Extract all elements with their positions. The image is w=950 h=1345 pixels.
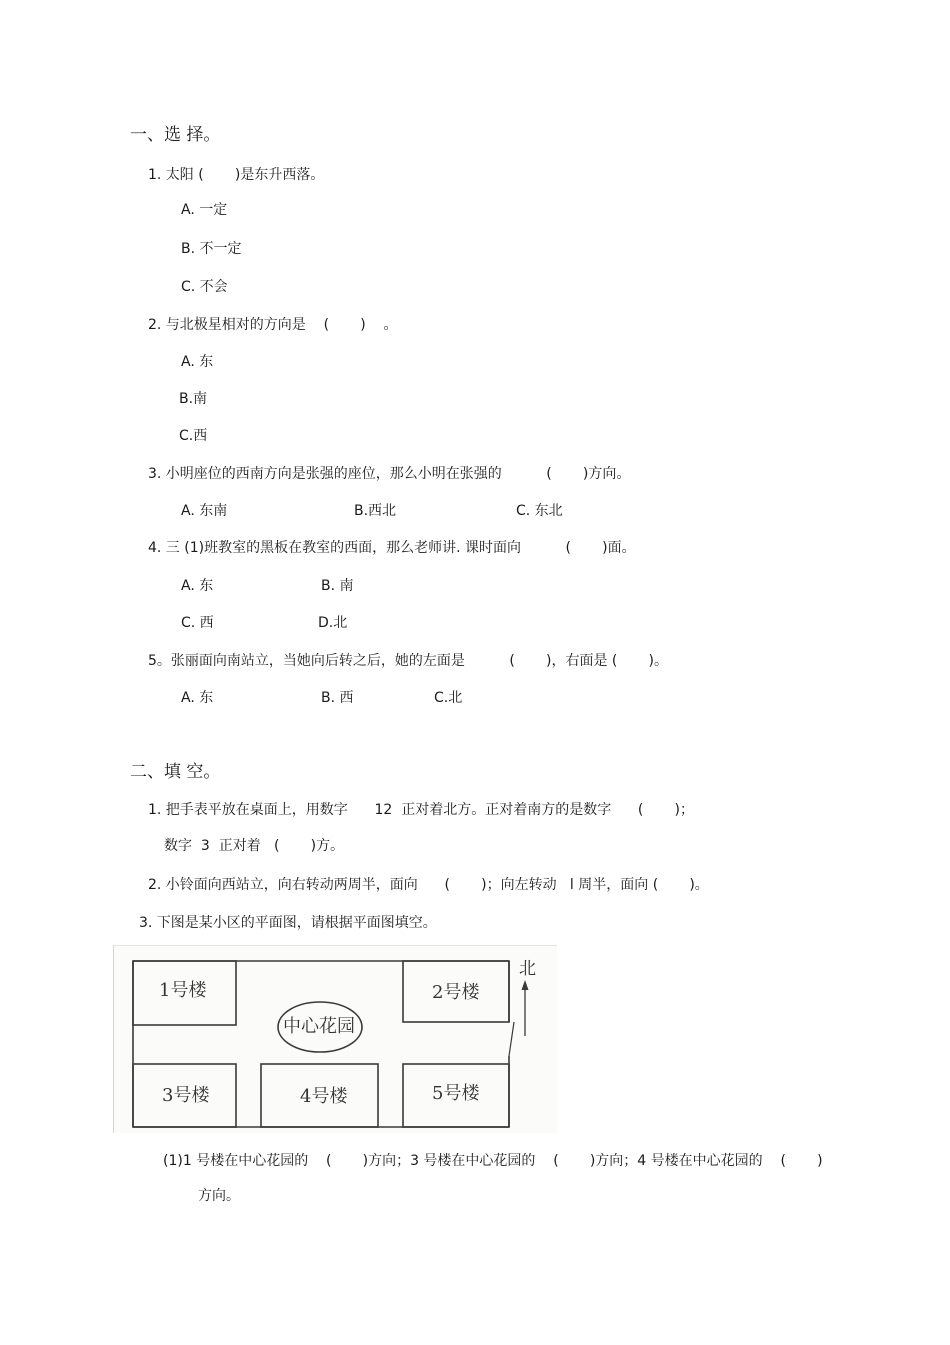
section-2-title: 二、填 空。 bbox=[130, 762, 221, 782]
fill-3-intro: 3. 下图是某小区的平面图，请根据平面图填空。 bbox=[139, 915, 437, 931]
fill-3-sub-1-line-1: (1)1 号楼在中心花园的 ( )方向；3 号楼在中心花园的 ( )方向；4 号楼在中心花园的 ( ) bbox=[163, 1153, 823, 1169]
question-3-option-b: B.西北 bbox=[354, 503, 397, 519]
question-5-option-a: A. 东 bbox=[181, 690, 214, 706]
question-2-option-b: B.南 bbox=[179, 391, 208, 407]
question-5-option-c: C.北 bbox=[434, 690, 463, 706]
north-arrow-head bbox=[522, 980, 529, 990]
question-3-option-c: C. 东北 bbox=[516, 503, 563, 519]
question-4-option-c: C. 西 bbox=[181, 615, 214, 631]
fill-3-sub-1-line-2: 方向。 bbox=[198, 1188, 240, 1204]
central-garden-label: 中心花园 bbox=[283, 1016, 355, 1037]
question-2-stem: 2. 与北极星相对的方向是 ( ) 。 bbox=[148, 317, 398, 333]
question-1-stem: 1. 太阳 ( )是东升西落。 bbox=[148, 167, 325, 183]
section-1-title: 一、选 择。 bbox=[130, 125, 221, 145]
question-3-option-a: A. 东南 bbox=[181, 503, 228, 519]
question-4-option-b: B. 南 bbox=[321, 578, 354, 594]
building-3-label: 3号楼 bbox=[162, 1085, 210, 1106]
building-1-label: 1号楼 bbox=[159, 980, 207, 1001]
question-5-option-b: B. 西 bbox=[321, 690, 354, 706]
question-4-stem: 4. 三 (1)班教室的黑板在教室的西面，那么老师讲. 课时面向 ( )面。 bbox=[148, 540, 636, 556]
question-4-option-a: A. 东 bbox=[181, 578, 214, 594]
question-3-stem: 3. 小明座位的西南方向是张强的座位，那么小明在张强的 ( )方向。 bbox=[148, 466, 631, 482]
question-5-stem: 5。张丽面向南站立，当她向后转之后，她的左面是 ( )，右面是 ( )。 bbox=[148, 653, 669, 669]
question-1-option-a: A. 一定 bbox=[181, 202, 228, 218]
question-1-option-b: B. 不一定 bbox=[181, 241, 242, 257]
question-2-option-c: C.西 bbox=[179, 428, 208, 444]
north-label: 北 bbox=[519, 959, 536, 979]
question-2-option-a: A. 东 bbox=[181, 354, 214, 370]
community-floor-plan bbox=[113, 945, 557, 1133]
fill-1-line-2: 数字 3 正对着 ( )方。 bbox=[164, 838, 345, 854]
building-2-label: 2号楼 bbox=[432, 982, 480, 1003]
fill-1-line-1: 1. 把手表平放在桌面上，用数字 12 正对着北方。正对着南方的是数字 ( )； bbox=[148, 802, 694, 818]
gate-line bbox=[509, 1022, 514, 1056]
building-5-label: 5号楼 bbox=[432, 1083, 480, 1104]
fill-2: 2. 小铃面向西站立，向右转动两周半，面向 ( )；向左转动 l 周半，面向 ( )。 bbox=[148, 877, 709, 893]
question-4-option-d: D.北 bbox=[318, 615, 348, 631]
question-1-option-c: C. 不会 bbox=[181, 279, 228, 295]
building-4-label: 4号楼 bbox=[300, 1086, 348, 1107]
